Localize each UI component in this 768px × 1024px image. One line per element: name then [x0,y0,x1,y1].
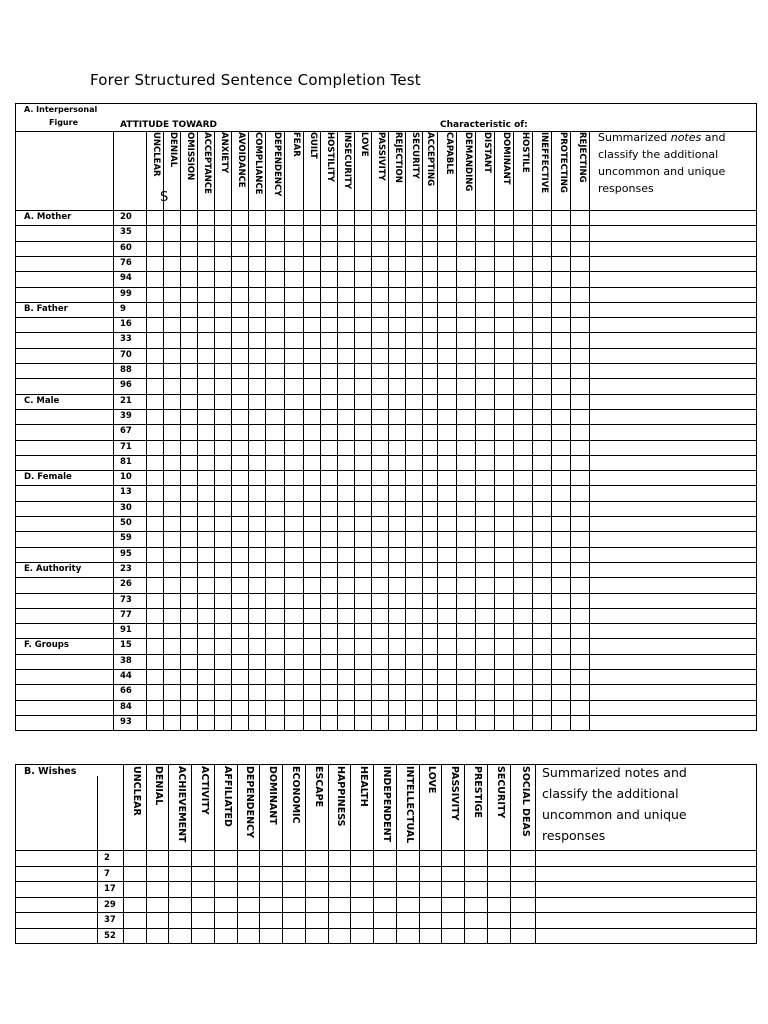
wishes-label: B. Wishes [24,766,77,777]
table-b-border-left [15,764,16,943]
item-number: 73 [120,594,132,605]
item-number: 81 [120,456,132,467]
table-b-header-bottom [15,850,756,851]
table-b-column-line [441,764,442,943]
table-b-column-line [146,764,147,943]
table-b-column-line [328,764,329,943]
table-b-column-line [419,764,420,943]
wishes-column-heading: ACTIVITY [199,766,210,815]
table-b-column-line [191,764,192,943]
wishes-item-number: 7 [104,868,110,879]
item-number: 38 [120,655,132,666]
column-heading: DENIAL [168,132,178,168]
item-number: 60 [120,242,132,253]
wishes-column-heading: ECONOMIC [290,766,301,824]
table-b-column-line [464,764,465,943]
table-b-column-line [123,764,124,943]
item-number: 96 [120,380,132,391]
figure-label: A. Mother [24,212,72,222]
item-number: 13 [120,487,132,498]
wishes-item-number: 17 [104,884,116,894]
column-heading: DISTANT [482,132,492,173]
table-b-row-line [15,912,756,913]
item-number: 66 [120,686,132,697]
item-number: 16 [120,319,132,330]
table-b-column-line [510,764,511,943]
table-b-column-line [350,764,351,943]
column-heading: INSECURITY [342,132,352,190]
column-heading: HOSTILE [520,132,530,173]
summary-notes-label: Summarized notes and classify the additional uncommon and unique responses [598,131,726,195]
table-b-column-line [487,764,488,943]
item-number: 71 [120,441,132,452]
attitude-toward-label: ATTITUDE TOWARD [120,120,217,130]
column-heading: SECURITY [410,132,420,179]
column-heading: DOMINANT [501,132,511,185]
column-heading: FEAR [291,132,301,157]
column-heading: REJECTION [393,132,403,183]
item-number: 39 [120,410,132,421]
item-number: 44 [120,671,132,681]
column-heading: PROTECTING [558,132,568,193]
item-number: 35 [120,227,132,238]
item-number: 9 [120,303,126,314]
column-heading: INEFFECTIVE [539,132,549,194]
item-number: 93 [120,716,132,727]
page-title: Forer Structured Sentence Completion Test [90,71,421,89]
column-heading: AVOIDANCE [236,132,246,188]
table-b-column-line [305,764,306,943]
figure-label: F. Groups [24,640,69,651]
table-b-column-line [214,764,215,943]
table-b-row-line [15,866,756,867]
figure-label: B. Father [24,303,68,314]
table-b-column-line [535,764,536,943]
column-heading: COMPLIANCE [253,132,263,195]
table-b-row-line [15,897,756,898]
item-number: 95 [120,548,132,559]
wishes-column-heading: HEALTH [358,766,369,807]
item-number: 30 [120,502,132,513]
column-heading: HOSTILITY [325,132,335,182]
item-number: 59 [120,533,132,544]
column-heading: DEPENDENCY [272,132,282,197]
wishes-column-heading: DEPENDENCY [244,766,255,838]
interpersonal-figure-label-cont: Figure [49,118,78,127]
wishes-column-heading: DOMINANT [267,766,278,825]
item-number: 15 [120,640,132,651]
item-number: 50 [120,518,132,528]
wishes-column-heading: INDEPENDENT [381,766,392,843]
wishes-column-heading: INTELLECTUAL [404,766,415,844]
item-number: 76 [120,257,132,268]
column-heading: PASSIVITY [376,132,386,181]
table-b-row-line [15,943,756,944]
wishes-column-heading: LOVE [426,766,437,794]
column-heading: ACCEPTANCE [202,132,212,194]
table-b-row-line [15,881,756,882]
item-number: 77 [120,609,132,620]
column-heading: DEMANDING [463,132,473,192]
column-heading: REJECTING [577,132,587,183]
item-number: 70 [120,349,132,360]
figure-label: C. Male [24,395,60,406]
wishes-item-number: 52 [104,930,116,941]
column-heading: LOVE [359,132,369,157]
table-b-row-line [15,928,756,929]
wishes-column-heading: ACHIEVEMENT [176,766,187,843]
column-heading: GUILT [308,132,318,159]
wishes-column-heading: PRESTIGE [472,766,483,818]
column-heading: UNCLEAR [151,132,161,177]
item-number: 26 [120,579,132,590]
item-number: 20 [120,212,132,222]
item-number: 84 [120,701,132,712]
wishes-column-heading: ESCAPE [313,766,324,808]
wishes-column-heading: DENIAL [153,766,164,806]
wishes-column-heading: SECURITY [495,766,506,819]
table-b-item-divider [97,776,98,943]
item-number: 10 [120,472,132,483]
table-b-column-line [168,764,169,943]
wishes-column-heading: UNCLEAR [131,766,142,816]
table-b-column-line [373,764,374,943]
figure-label: E. Authority [24,563,82,574]
item-number: 99 [120,288,132,299]
table-b-column-line [259,764,260,943]
item-number: 88 [120,365,132,375]
item-number: 33 [120,334,132,345]
item-number: 91 [120,625,132,636]
figure-label: D. Female [24,472,72,483]
table-b-column-line [237,764,238,943]
wishes-item-number: 29 [104,899,116,910]
table-b-column-line [396,764,397,943]
wishes-column-heading: SOCIAL DEAS [520,766,531,837]
column-heading: ACCEPTING [425,132,435,187]
interpersonal-figure-label: A. Interpersonal [24,105,98,114]
wishes-item-number: 37 [104,915,116,925]
wishes-summary-notes-label: Summarized notes and classify the additional uncommon and unique responses [542,765,687,843]
item-number: 94 [120,273,132,284]
wishes-column-heading: HAPPINESS [335,766,346,827]
stray-mark: S [160,190,169,205]
table-b-border-right [756,764,757,944]
item-number: 23 [120,563,132,574]
wishes-column-heading: AFFILIATED [222,766,233,827]
column-heading: OMISSION [185,132,195,181]
item-number: 67 [120,426,132,437]
characteristic-of-label: Characteristic of: [440,120,528,130]
wishes-item-number: 2 [104,853,110,863]
column-heading: ANXIETY [219,132,229,174]
column-heading: CAPABLE [444,132,454,175]
item-number: 21 [120,395,132,406]
wishes-column-heading: PASSIVITY [449,766,460,821]
table-b-column-line [282,764,283,943]
